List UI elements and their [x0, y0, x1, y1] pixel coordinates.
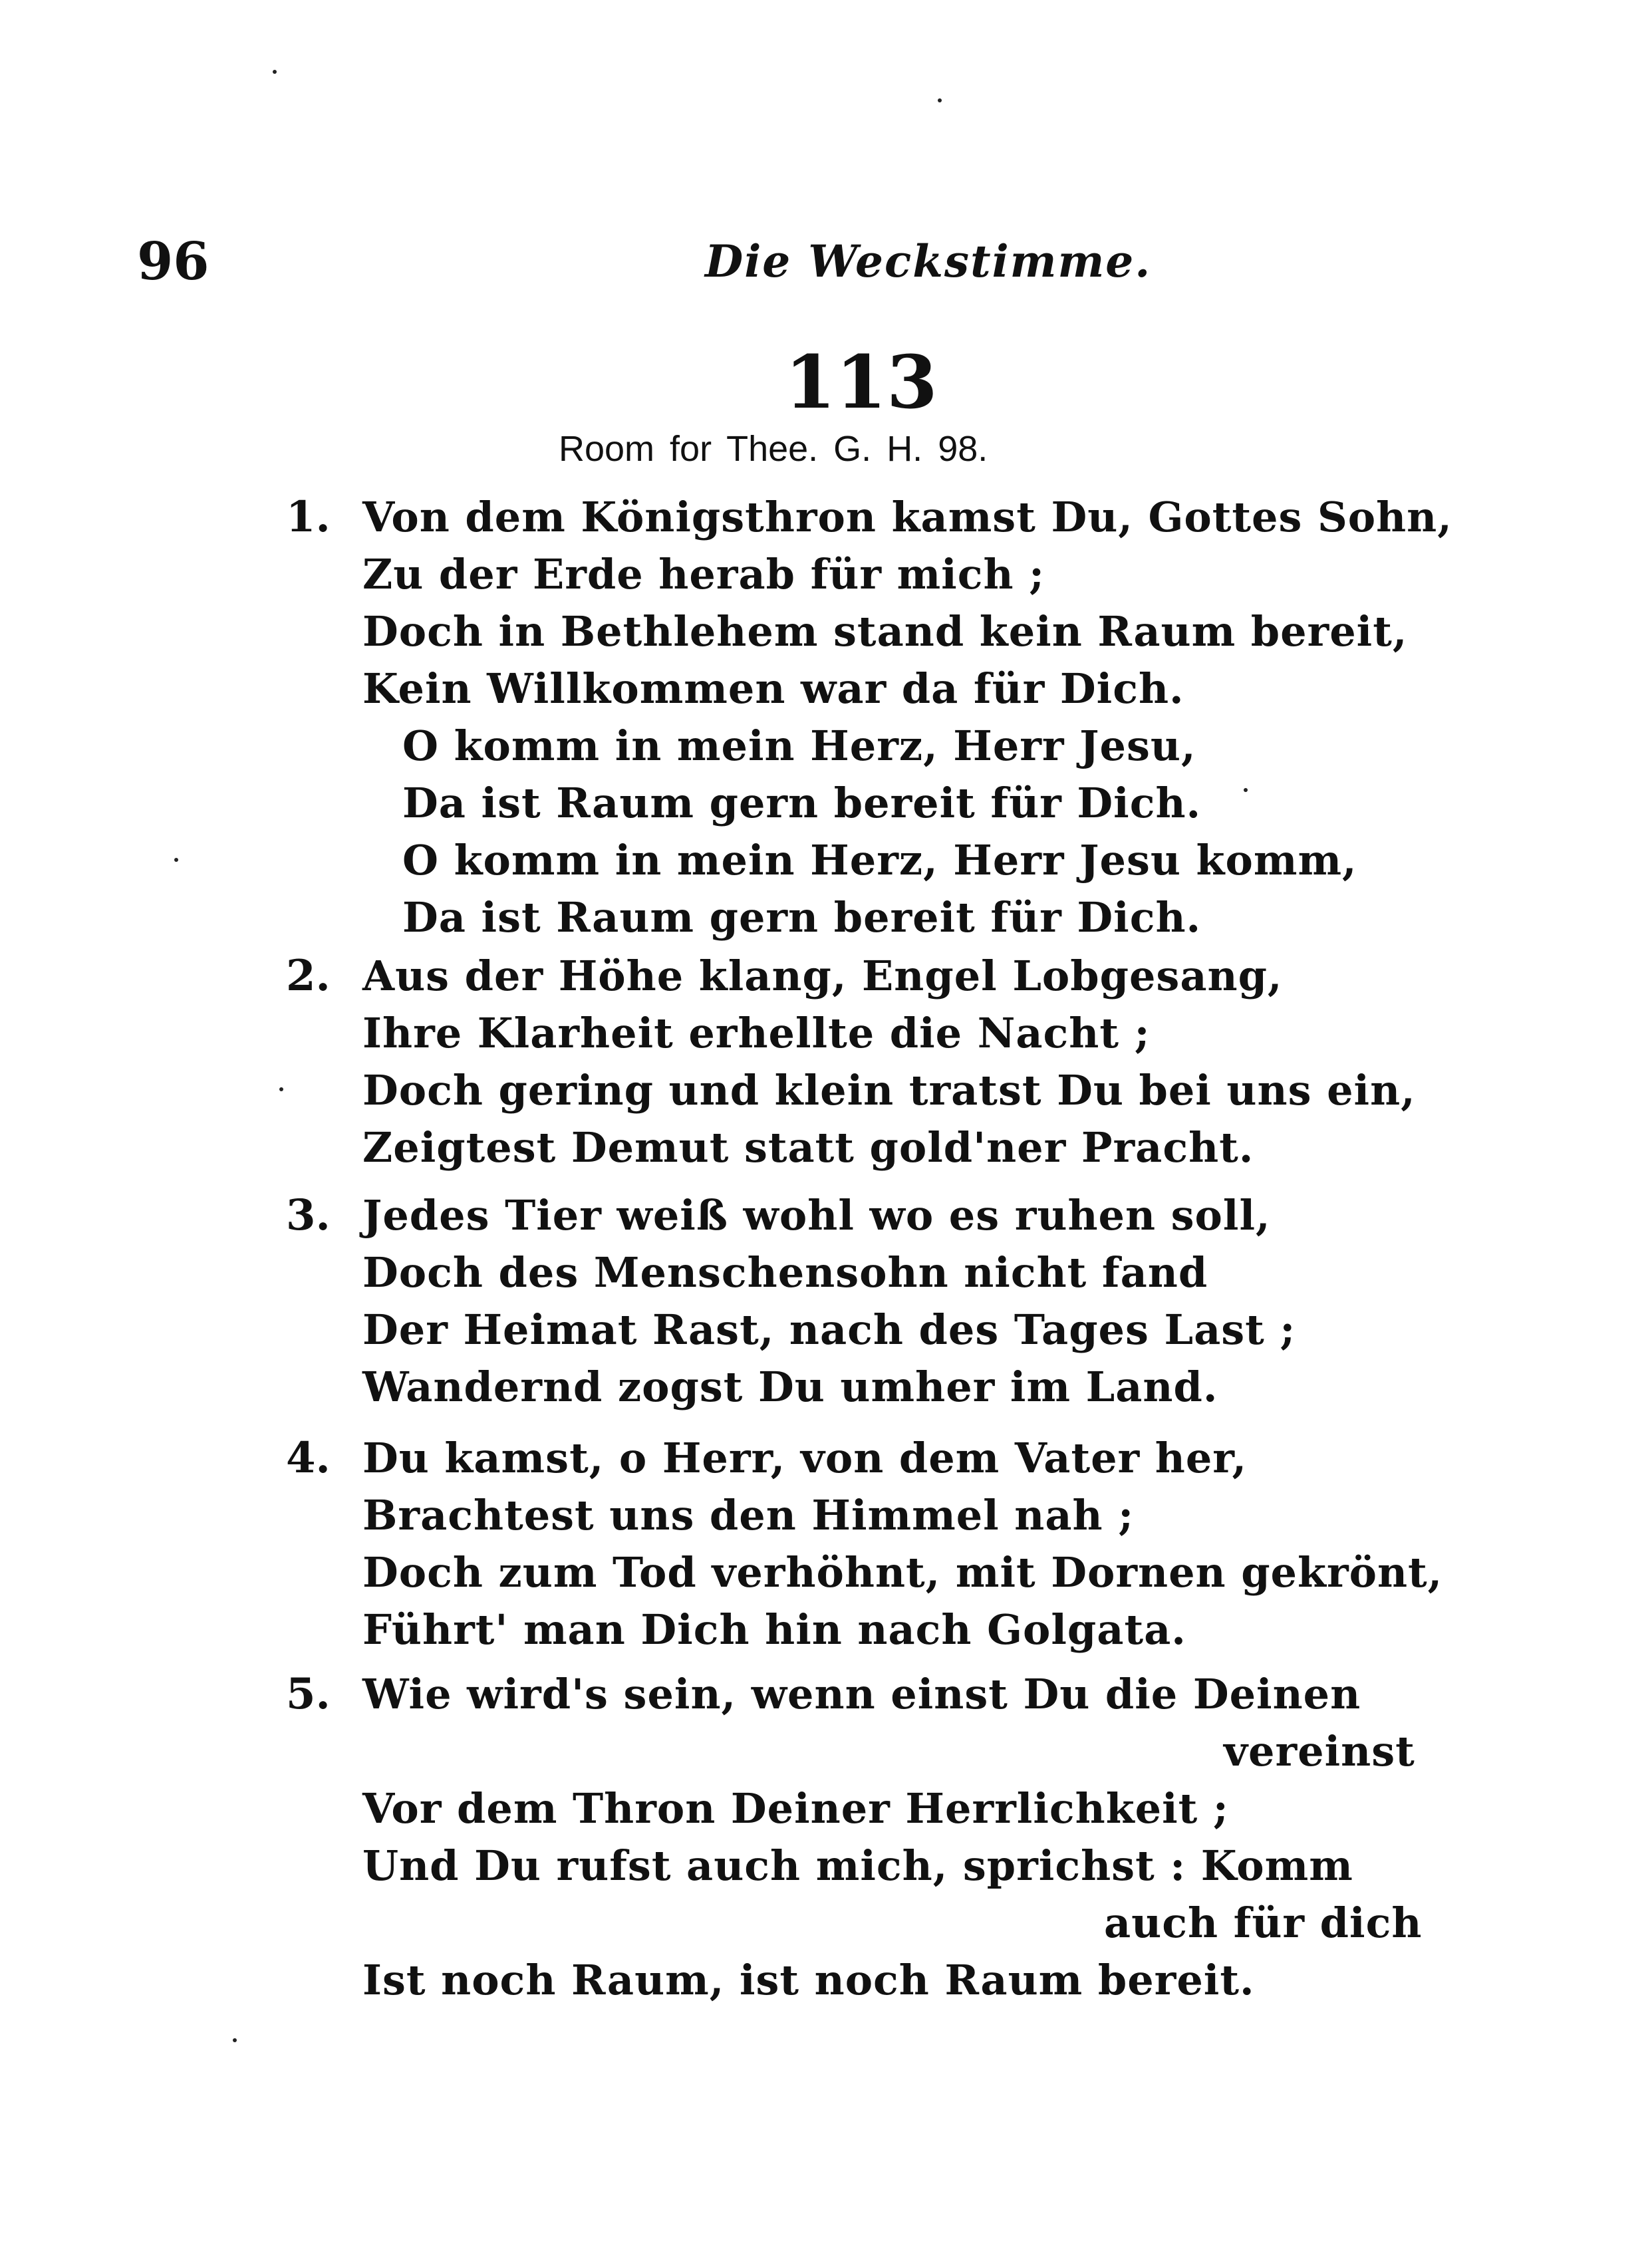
scan-speck — [279, 1087, 283, 1091]
verse-line: Aus der Höhe klang, Engel Lobgesang, — [362, 952, 1283, 1000]
verse-line: Führt' man Dich hin nach Golgata. — [362, 1605, 1186, 1654]
verse-line: Wandernd zogst Du umher im Land. — [362, 1363, 1218, 1411]
tune-reference: Room for Thee. G. H. 98. — [559, 429, 988, 469]
verse-line: Doch des Menschensohn nicht fand — [362, 1248, 1208, 1297]
refrain-line: Da ist Raum gern bereit für Dich. — [402, 893, 1202, 942]
scan-speck — [1244, 788, 1248, 792]
verse-line: Zeigtest Demut statt gold'ner Pracht. — [362, 1123, 1254, 1172]
verse-line: Ihre Klarheit erhellte die Nacht ; — [362, 1009, 1151, 1057]
verse-line: Brachtest uns den Himmel nah ; — [362, 1491, 1135, 1539]
verse-line: Zu der Erde herab für mich ; — [362, 550, 1045, 599]
verse-line-turnover: auch für dich — [1104, 1899, 1423, 1947]
verse-number: 1. — [286, 492, 331, 542]
verse-line: Kein Willkommen war da für Dich. — [362, 664, 1184, 713]
scan-speck — [233, 2038, 237, 2042]
verse-number: 5. — [286, 1669, 331, 1719]
verse-line: Du kamst, o Herr, von dem Vater her, — [362, 1434, 1248, 1482]
verse-number: 4. — [286, 1433, 331, 1483]
verse-number: 2. — [286, 951, 331, 1001]
verse-line: Wie wird's sein, wenn einst Du die Deinen — [362, 1670, 1361, 1718]
verse-number: 3. — [286, 1190, 331, 1240]
verse-line-turnover: vereinst — [1224, 1727, 1415, 1776]
verse-line: Von dem Königsthron kamst Du, Gottes Sohn, — [362, 493, 1452, 541]
refrain-line: Da ist Raum gern bereit für Dich. — [402, 779, 1202, 827]
refrain-line: O komm in mein Herz, Herr Jesu komm, — [402, 836, 1357, 884]
verse-line: Doch gering und klein tratst Du bei uns ein, — [362, 1066, 1416, 1115]
refrain-line: O komm in mein Herz, Herr Jesu, — [402, 722, 1196, 770]
verse-line: Vor dem Thron Deiner Herrlichkeit ; — [362, 1784, 1229, 1833]
scan-speck — [273, 70, 277, 74]
hymn-number: 113 — [785, 339, 938, 425]
verse-line: Jedes Tier weiß wohl wo es ruhen soll, — [362, 1191, 1271, 1240]
scan-speck — [174, 858, 178, 862]
verse-line: Doch zum Tod verhöhnt, mit Dornen gekrönt, — [362, 1548, 1443, 1597]
scan-speck — [938, 98, 942, 102]
page-number: 96 — [137, 231, 209, 292]
verse-line: Ist noch Raum, ist noch Raum bereit. — [362, 1956, 1255, 2004]
verse-line: Der Heimat Rast, nach des Tages Last ; — [362, 1305, 1296, 1354]
running-head: Die Weckstimme. — [705, 235, 1152, 287]
verse-line: Und Du rufst auch mich, sprichst : Komm — [362, 1841, 1353, 1890]
verse-line: Doch in Bethlehem stand kein Raum bereit, — [362, 607, 1408, 656]
